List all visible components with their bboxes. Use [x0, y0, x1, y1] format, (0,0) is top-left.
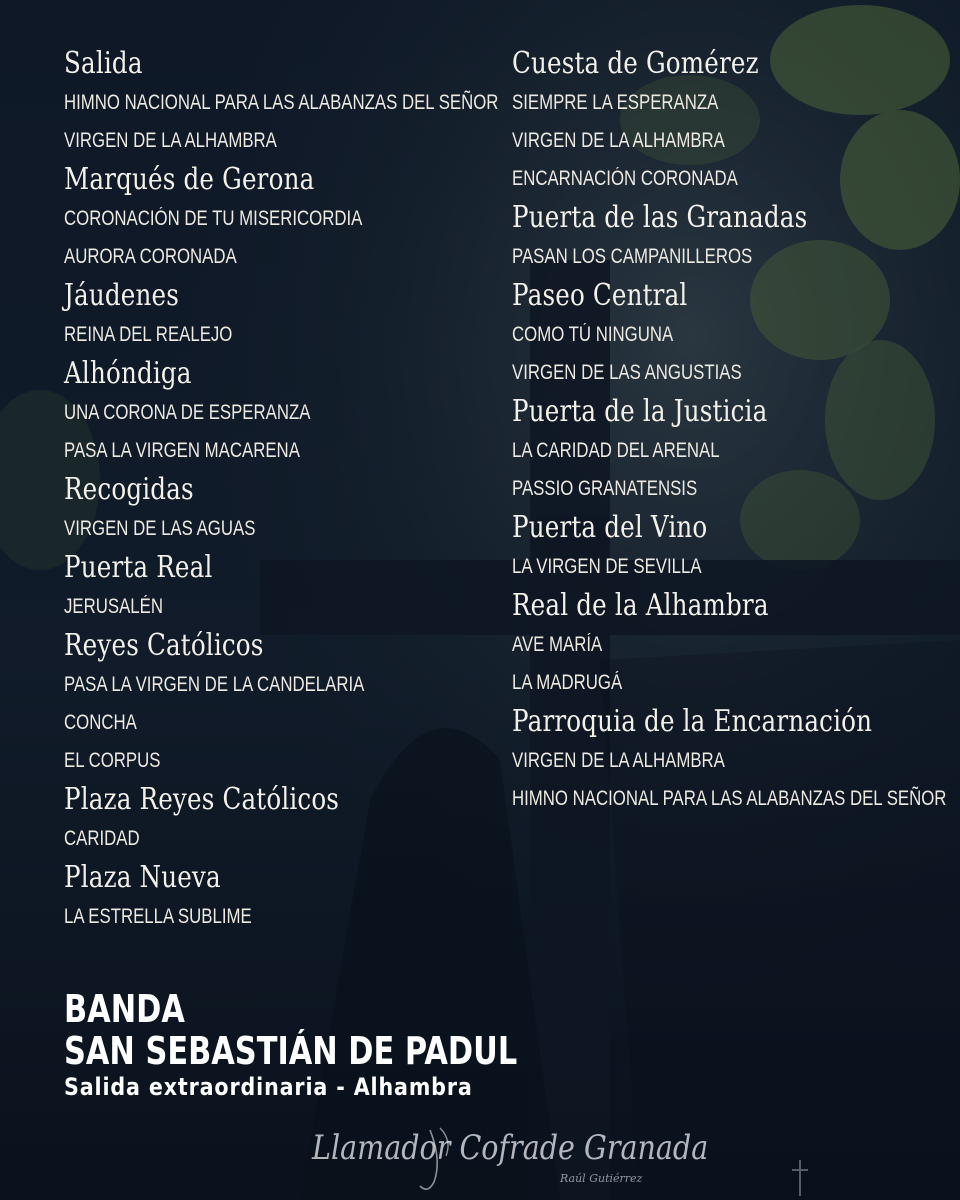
march-item: PASSIO GRANATENSIS — [512, 477, 698, 500]
stop-title: Real de la Alhambra — [512, 588, 769, 623]
stop-title: Paseo Central — [512, 278, 688, 313]
march-item: COMO TÚ NINGUNA — [512, 323, 674, 346]
band-title-line1: BANDA — [64, 987, 185, 1031]
march-item: EL CORPUS — [64, 749, 161, 772]
stop-title: Puerta de la Justicia — [512, 394, 768, 429]
march-item: LA CARIDAD DEL ARENAL — [512, 439, 720, 462]
stop-block — [64, 276, 504, 354]
march-item: REINA DEL REALEJO — [64, 323, 233, 346]
stop-block — [64, 626, 504, 780]
march-item: VIRGEN DE LAS ANGUSTIAS — [512, 361, 742, 384]
march-item: AURORA CORONADA — [64, 245, 237, 268]
march-item: LA MADRUGÁ — [512, 671, 623, 694]
watermark-text: Llamador Cofrade Granada — [312, 1128, 709, 1168]
stop-block — [64, 548, 504, 626]
march-item: HIMNO NACIONAL PARA LAS ALABANZAS DEL SEÑOR — [64, 91, 499, 114]
march-item: PASA LA VIRGEN DE LA CANDELARIA — [64, 673, 365, 696]
stop-title: Alhóndiga — [64, 356, 192, 391]
march-item: SIEMPRE LA ESPERANZA — [512, 91, 719, 114]
stop-title: Parroquia de la Encarnación — [512, 704, 873, 739]
march-item: UNA CORONA DE ESPERANZA — [64, 401, 311, 424]
stop-title: Puerta de las Granadas — [512, 200, 808, 235]
watermark-signature: Raúl Gutiérrez — [560, 1172, 643, 1185]
band-subtitle: Salida extraordinaria - Alhambra — [64, 1073, 473, 1101]
march-item: CONCHA — [64, 711, 137, 734]
right-column — [512, 44, 952, 818]
stop-block — [512, 198, 952, 276]
stop-block — [64, 858, 504, 936]
march-item: LA VIRGEN DE SEVILLA — [512, 555, 702, 578]
band-title-block — [64, 988, 631, 1102]
stop-title: Puerta del Vino — [512, 510, 708, 545]
stop-block — [512, 392, 952, 508]
march-item: HIMNO NACIONAL PARA LAS ALABANZAS DEL SEÑOR — [512, 787, 947, 810]
left-column — [64, 44, 504, 936]
stop-block — [64, 354, 504, 470]
stop-block — [64, 470, 504, 548]
stop-block — [64, 160, 504, 276]
stop-block — [64, 780, 504, 858]
stop-title: Puerta Real — [64, 550, 213, 585]
march-item: VIRGEN DE LAS AGUAS — [64, 517, 256, 540]
stop-title: Marqués de Gerona — [64, 162, 315, 197]
stop-title: Salida — [64, 46, 143, 81]
march-item: PASAN LOS CAMPANILLEROS — [512, 245, 753, 268]
march-item: LA ESTRELLA SUBLIME — [64, 905, 252, 928]
march-item: CARIDAD — [64, 827, 140, 850]
march-item: VIRGEN DE LA ALHAMBRA — [64, 129, 277, 152]
band-title-line2: SAN SEBASTIÁN DE PADUL — [64, 1029, 518, 1073]
stop-block — [512, 44, 952, 198]
stop-block — [512, 586, 952, 702]
stop-title: Plaza Reyes Católicos — [64, 782, 340, 817]
stop-title: Cuesta de Gomérez — [512, 46, 759, 81]
stop-block — [64, 44, 504, 160]
stop-block — [512, 276, 952, 392]
watermark-logo — [312, 1120, 709, 1196]
stop-title: Plaza Nueva — [64, 860, 221, 895]
stop-block — [512, 702, 952, 818]
stop-block — [512, 508, 952, 586]
march-item: VIRGEN DE LA ALHAMBRA — [512, 749, 725, 772]
march-item: CORONACIÓN DE TU MISERICORDIA — [64, 207, 363, 230]
march-item: AVE MARÍA — [512, 633, 603, 656]
stop-title: Recogidas — [64, 472, 194, 507]
stop-title: Jáudenes — [64, 278, 180, 313]
march-item: VIRGEN DE LA ALHAMBRA — [512, 129, 725, 152]
march-item: ENCARNACIÓN CORONADA — [512, 167, 738, 190]
stop-title: Reyes Católicos — [64, 628, 264, 663]
march-item: PASA LA VIRGEN MACARENA — [64, 439, 300, 462]
march-item: JERUSALÉN — [64, 595, 163, 618]
